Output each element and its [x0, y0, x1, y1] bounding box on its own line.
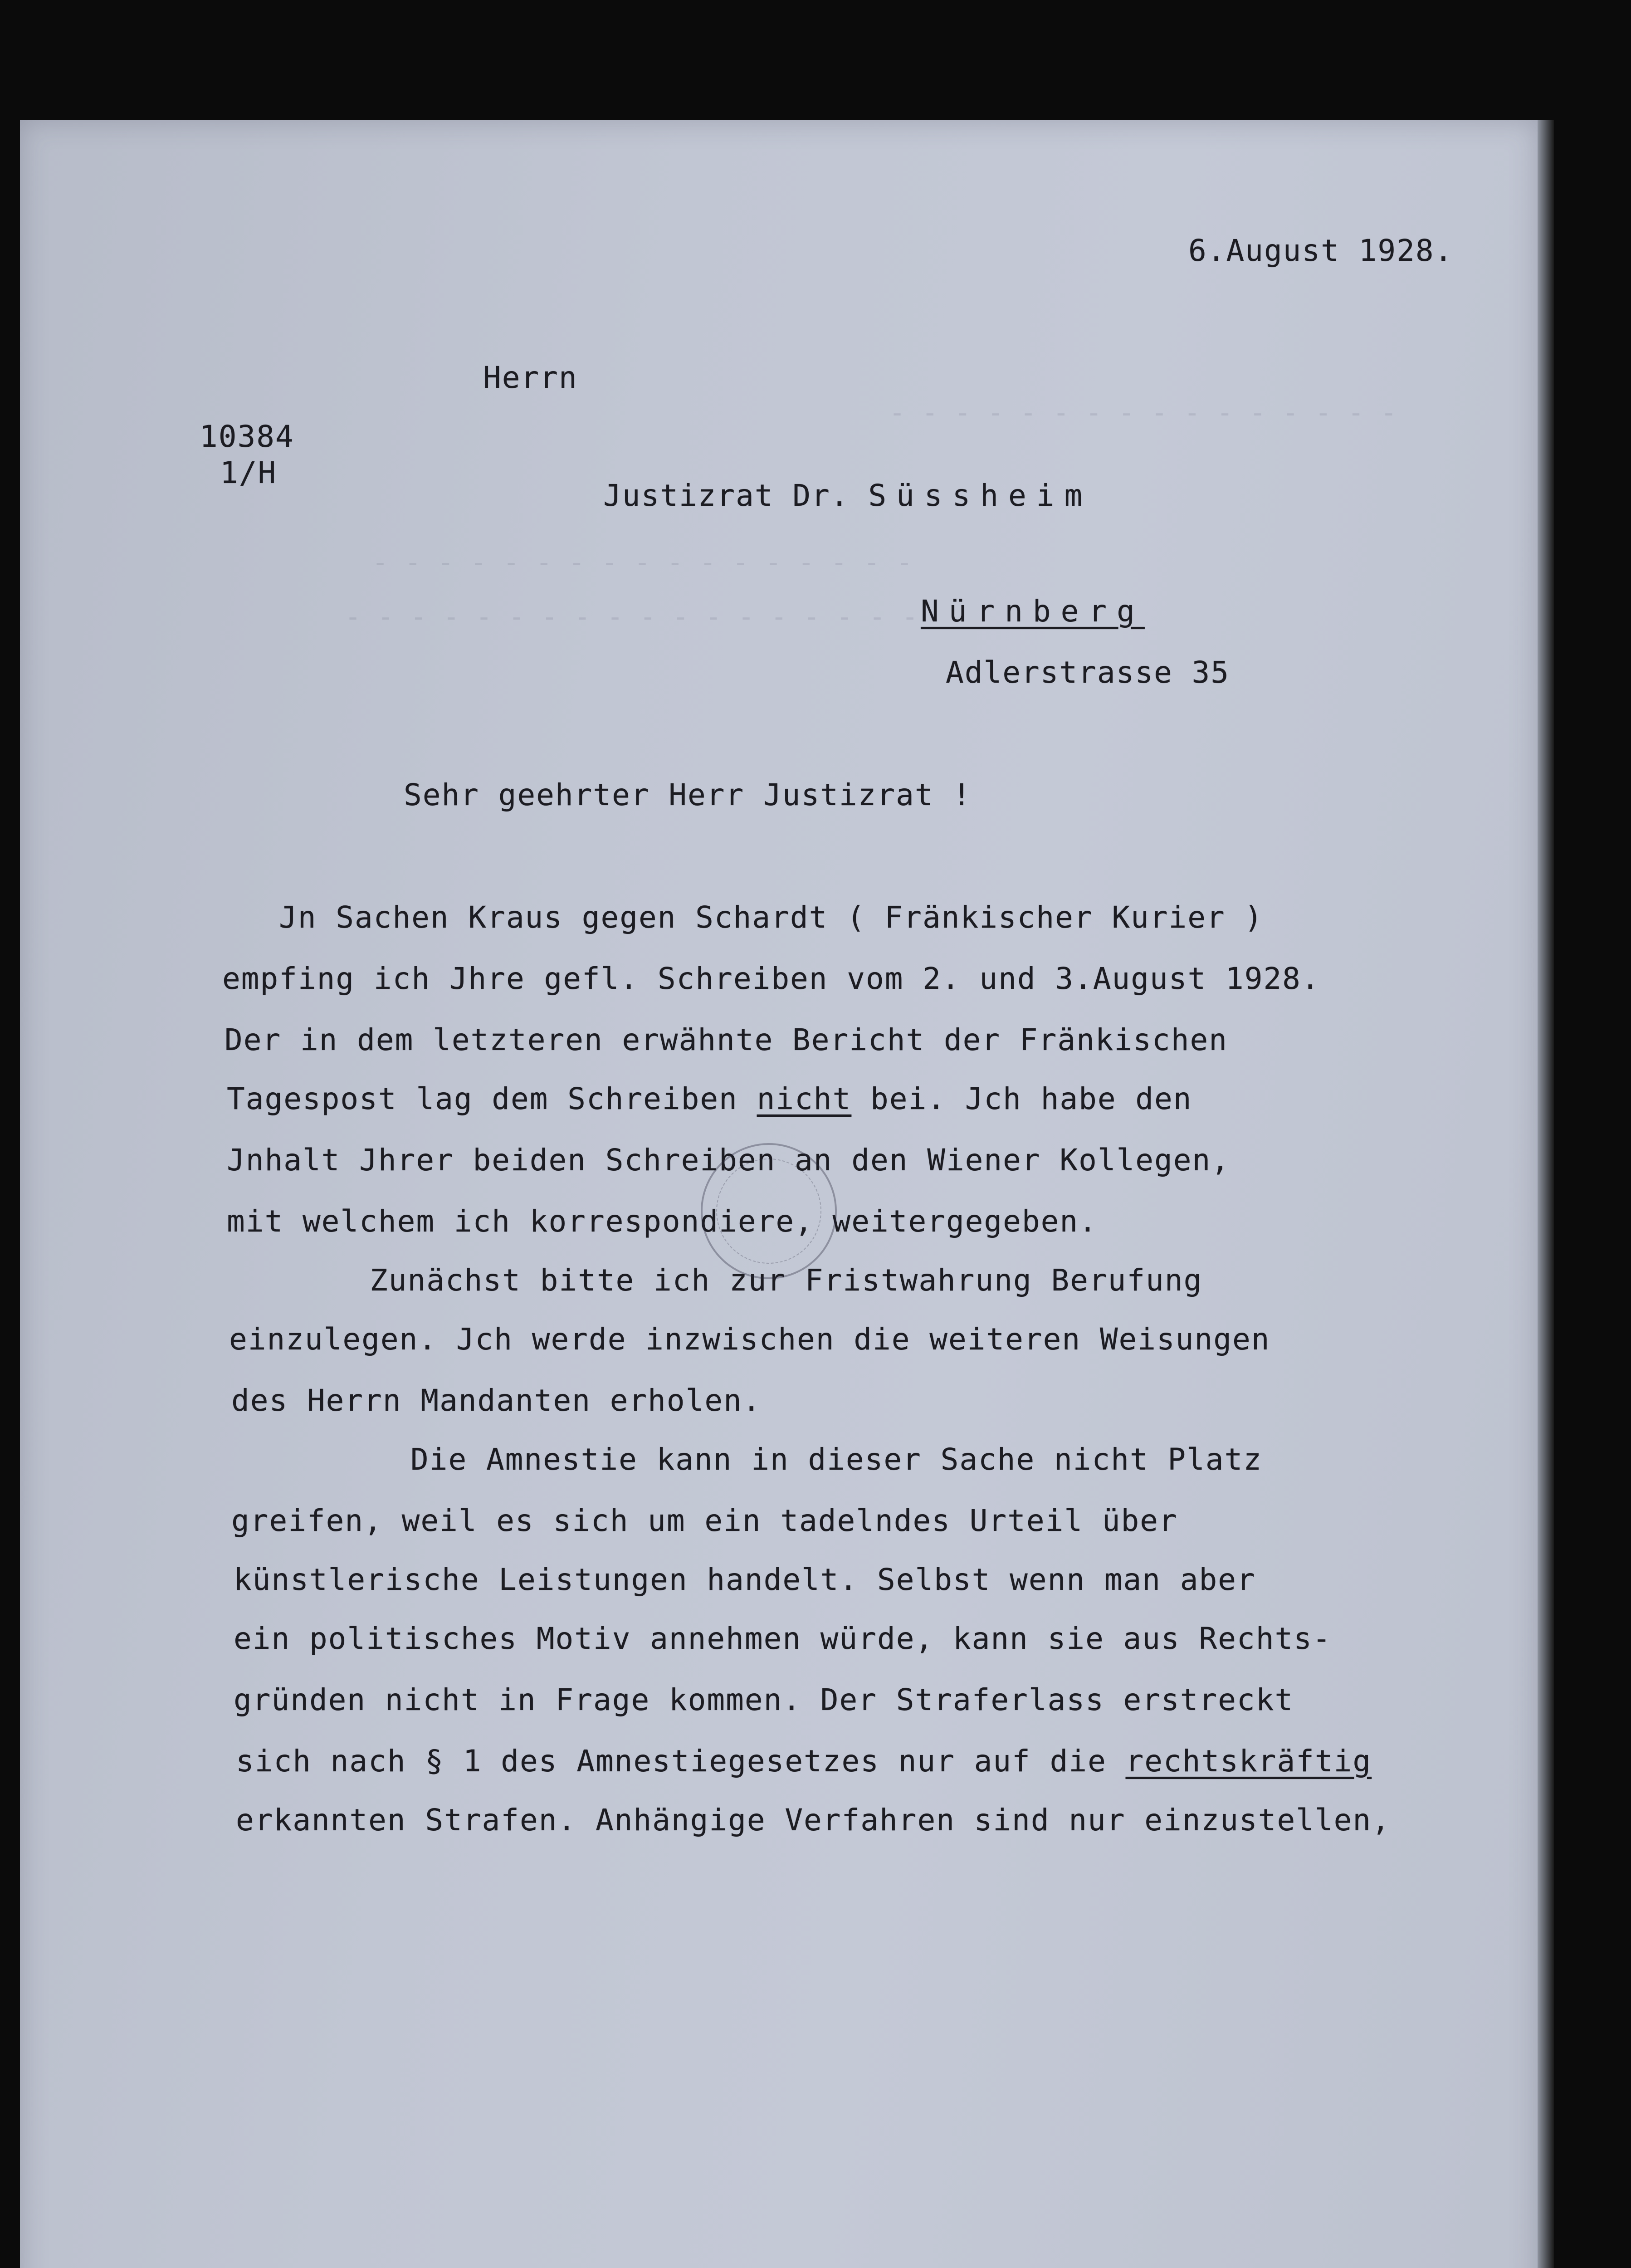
emphasis-nicht: nicht	[757, 1081, 852, 1116]
body-line: mit welchem ich korrespondiere, weitergegeben.	[227, 1204, 1098, 1239]
body-text: Tagespost lag dem Schreiben	[227, 1081, 757, 1116]
emphasis-rechtskraeftig: rechtskräftig	[1125, 1744, 1372, 1779]
faint-circular-stamp	[701, 1143, 837, 1279]
body-line	[227, 1081, 1192, 1116]
body-text: bei. Jch habe den	[851, 1081, 1192, 1116]
bleed-through-text: - - - - - - - - - - - - - - - - -	[372, 547, 913, 578]
recipient-street: Adlerstrasse 35	[946, 655, 1230, 690]
body-line: Der in dem letzteren erwähnte Bericht der Fränkischen	[225, 1022, 1228, 1057]
recipient-prefix: Justizrat Dr.	[603, 478, 850, 513]
bleed-through-text: - - - - - - - - - - - - - - - -	[889, 397, 1397, 429]
body-line: greifen, weil es sich um ein tadelndes Urteil über	[231, 1503, 1178, 1538]
body-line: gründen nicht in Frage kommen. Der Straferlass erstreckt	[234, 1682, 1294, 1717]
body-text: sich nach § 1 des Amnestiegesetzes nur auf die	[236, 1744, 1126, 1779]
greeting: Sehr geehrter Herr Justizrat !	[404, 777, 972, 812]
body-line: des Herrn Mandanten erholen.	[231, 1383, 762, 1418]
body-line: erkannten Strafen. Anhängige Verfahren sind nur einzustellen,	[236, 1803, 1391, 1838]
body-line: Jn Sachen Kraus gegen Schardt ( Fränkischer Kurier )	[279, 900, 1264, 935]
body-line: Zunächst bitte ich zur Fristwahrung Berufung	[370, 1263, 1203, 1298]
recipient-city: Nürnberg	[921, 594, 1145, 629]
salutation-title: Herrn	[483, 360, 578, 395]
recipient-line	[603, 478, 1093, 513]
file-number: 10384	[200, 419, 294, 454]
bleed-through-text: - - - - - - - - - - - - - - - - - -	[345, 601, 918, 633]
body-line: Jnhalt Jhrer beiden Schreiben an den Wiener Kollegen,	[227, 1143, 1230, 1178]
recipient-name: Süssheim	[868, 478, 1093, 513]
body-line: einzulegen. Jch werde inzwischen die weiteren Weisungen	[229, 1322, 1270, 1357]
paper-edge	[1538, 120, 1554, 2268]
letter-date: 6.August 1928.	[1188, 233, 1454, 268]
file-code: 1/H	[220, 455, 277, 490]
body-line	[236, 1744, 1372, 1779]
body-line: empfing ich Jhre gefl. Schreiben vom 2. und 3.August 1928.	[222, 961, 1320, 996]
body-line: künstlerische Leistungen handelt. Selbst wenn man aber	[234, 1562, 1256, 1597]
body-line: Die Amnestie kann in dieser Sache nicht Platz	[410, 1442, 1263, 1477]
body-line: ein politisches Motiv annehmen würde, kann sie aus Rechts-	[234, 1621, 1332, 1656]
